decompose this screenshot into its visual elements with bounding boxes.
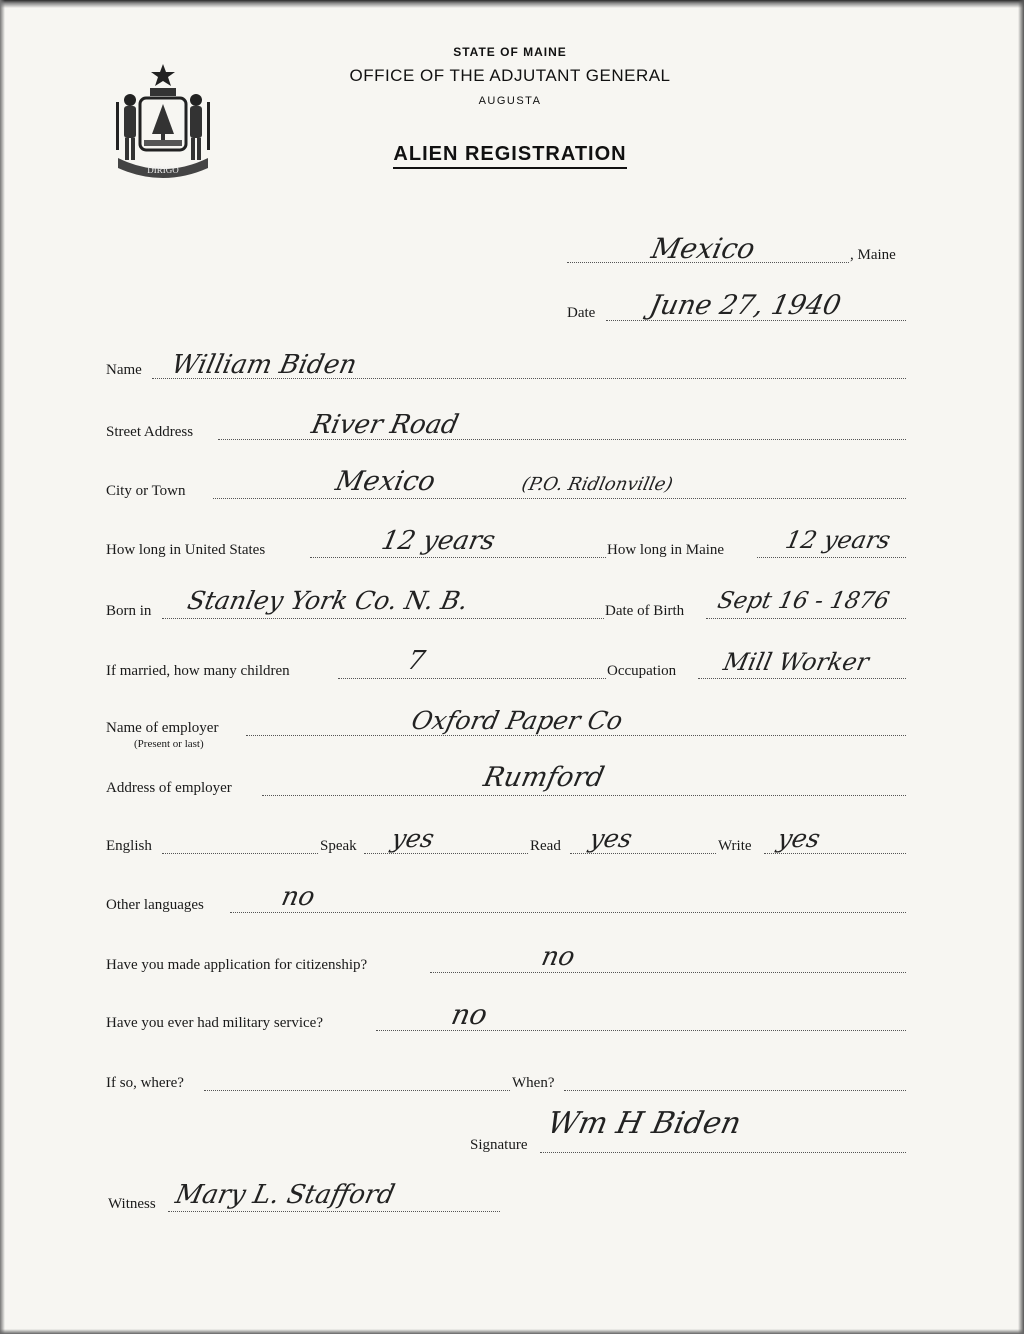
born-in-label: Born in (106, 603, 152, 619)
employer-label: Name of employer (106, 720, 219, 736)
where-line (204, 1090, 510, 1091)
military-value: no (448, 998, 491, 1031)
write-label: Write (718, 838, 752, 854)
witness-label: Witness (108, 1196, 156, 1212)
where-label: If so, where? (106, 1075, 184, 1091)
dob-value: Sept 16 - 1876 (715, 588, 892, 614)
other-languages-value: no (278, 882, 318, 912)
scan-edge-left (0, 0, 5, 1334)
employer-address-label: Address of employer (106, 780, 232, 796)
citizenship-line (430, 972, 906, 973)
witness-line (168, 1211, 500, 1212)
seal-motto: DIRIGO (147, 165, 179, 175)
header-city: AUGUSTA (478, 95, 542, 107)
scan-edge-right (1018, 0, 1024, 1334)
employer-line (246, 735, 906, 736)
occupation-value: Mill Worker (721, 648, 872, 676)
form-title-text: ALIEN REGISTRATION (393, 143, 626, 169)
name-value: William Biden (168, 350, 360, 380)
maine-duration-value: 12 years (783, 526, 894, 554)
us-duration-label: How long in United States (106, 542, 266, 558)
dob-line (706, 618, 906, 619)
citizenship-value: no (538, 942, 578, 972)
employer-sublabel: (Present or last) (134, 738, 204, 750)
speak-value: yes (388, 824, 437, 853)
read-line (570, 853, 716, 854)
when-line (564, 1090, 906, 1091)
scan-edge-top (0, 0, 1024, 8)
occupation-line (698, 678, 906, 679)
maine-duration-label: How long in Maine (607, 542, 725, 558)
city-value: Mexico (332, 466, 439, 497)
form-title (350, 143, 670, 166)
name-label: Name (106, 362, 142, 378)
city-label: City or Town (106, 483, 186, 499)
dob-label: Date of Birth (605, 603, 685, 619)
signature-label: Signature (470, 1137, 528, 1153)
date-value: June 27, 1940 (646, 290, 844, 321)
maine-duration-line (757, 557, 906, 558)
speak-line (364, 853, 528, 854)
citizenship-label: Have you made application for citizenship? (106, 957, 368, 973)
employer-address-value: Rumford (480, 762, 608, 793)
date-label: Date (567, 305, 596, 321)
employer-value: Oxford Paper Co (408, 706, 626, 735)
city-postoffice-value: (P.O. Ridlonville) (519, 474, 675, 495)
other-languages-line (230, 912, 906, 913)
signature-line (540, 1152, 906, 1153)
us-duration-value: 12 years (378, 526, 498, 556)
city-line (213, 498, 906, 499)
write-value: yes (774, 824, 823, 853)
english-label: English (106, 838, 152, 854)
us-duration-line (310, 557, 606, 558)
header-office: OFFICE OF THE ADJUTANT GENERAL (349, 66, 671, 85)
employer-address-line (262, 795, 906, 796)
read-label: Read (530, 838, 561, 854)
street-value: River Road (308, 410, 462, 440)
children-value: 7 (404, 646, 428, 676)
write-line (764, 853, 906, 854)
street-label: Street Address (106, 424, 194, 440)
children-label: If married, how many children (106, 663, 290, 679)
maine-label: , Maine (850, 247, 896, 263)
maine-state-seal-icon (108, 60, 218, 180)
military-label: Have you ever had military service? (106, 1015, 323, 1031)
occupation-label: Occupation (607, 663, 677, 679)
children-line (338, 678, 606, 679)
english-line (162, 853, 318, 854)
town-value: Mexico (648, 232, 759, 265)
born-in-line (162, 618, 604, 619)
speak-label: Speak (320, 838, 357, 854)
born-in-value: Stanley York Co. N. B. (184, 586, 471, 615)
when-label: When? (512, 1075, 555, 1091)
other-languages-label: Other languages (106, 897, 204, 913)
read-value: yes (586, 824, 635, 853)
header-state: STATE OF MAINE (453, 45, 567, 59)
witness-value: Mary L. Stafford (172, 1180, 398, 1210)
signature-value: Wm H Biden (544, 1106, 745, 1141)
scan-edge-bottom (0, 1329, 1024, 1334)
